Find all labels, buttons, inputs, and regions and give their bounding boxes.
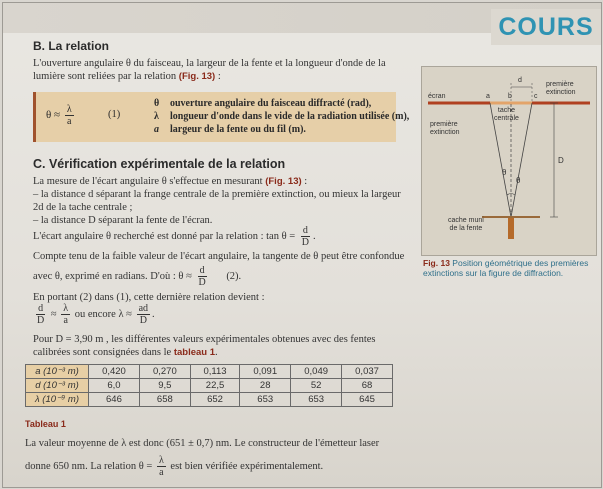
table-row-header: λ (10⁻⁹ m) <box>26 393 89 407</box>
table-cell: 0,049 <box>291 365 342 379</box>
section-b-title: B. La relation <box>33 39 110 53</box>
section-b-line2: lumière sont reliées par la relation (Fig. 13) : <box>33 71 221 82</box>
legend-theta: θ ouverture angulaire du faisceau diffracté (rad), <box>154 98 372 109</box>
legend-a: a largeur de la fente ou du fil (m). <box>154 124 306 135</box>
label-premiere-extinction-left: première extinction <box>430 121 460 136</box>
formula-main: θ ≈ $\frac{\lambda}{a}$ <box>46 104 72 127</box>
section-b-line1: L'ouverture angulaire θ du faisceau, la largeur de la fente et la longueur d'onde de la <box>33 58 386 69</box>
table-row-header: a (10⁻³ m) <box>26 365 89 379</box>
table-row-header: d (10⁻³ m) <box>26 379 89 393</box>
label-d: d <box>518 77 522 84</box>
conclusion-line2: donne 650 nm. La relation θ = $\frac{\lambda}{a}$ est bien vérifiée expérimentalement. <box>25 455 324 478</box>
table-cell: 646 <box>89 393 140 407</box>
figure-13 <box>421 66 597 256</box>
table-cell: 52 <box>291 379 342 393</box>
label-D: D <box>558 156 564 165</box>
section-c-line11: calibrées sont consignées dans le tableau 1. <box>33 347 218 358</box>
section-c-line7: avec θ, exprimé en radians. D'où : θ ≈ $\frac{d}{D}$ (2). <box>33 265 242 288</box>
section-c-title: C. Vérification expérimentale de la relation <box>33 157 286 171</box>
section-c-line5: L'écart angulaire θ recherché est donné par la relation : tan θ = $\frac{d}{D}$ . <box>33 225 316 248</box>
section-c-line6: Compte tenu de la faible valeur de l'écart angulaire, la tangente de θ peut être confondue <box>33 251 405 262</box>
formula-legend <box>154 97 409 136</box>
table-cell: 0,113 <box>190 365 239 379</box>
section-c-line1: La mesure de l'écart angulaire θ s'effectue en mesurant (Fig. 13) : <box>33 176 308 187</box>
label-premiere-extinction-top: première extinction <box>546 81 576 96</box>
table-cell: 0,270 <box>139 365 190 379</box>
textbook-page <box>2 2 602 488</box>
table-cell: 652 <box>190 393 239 407</box>
label-point-c: c <box>534 93 538 100</box>
label-point-b: b <box>508 93 512 100</box>
label-tache-centrale: tache centrale <box>494 107 519 122</box>
slit-cache <box>508 217 514 239</box>
table-cell: 0,091 <box>240 365 291 379</box>
table-cell: 0,420 <box>89 365 140 379</box>
table-cell: 653 <box>291 393 342 407</box>
label-ecran: écran <box>428 93 446 100</box>
cours-tab <box>491 9 601 45</box>
table-cell: 653 <box>240 393 291 407</box>
table-cell: 645 <box>342 393 393 407</box>
section-c-line3: 2d de la tache centrale ; <box>33 202 133 213</box>
table-cell: 68 <box>342 379 393 393</box>
section-c-line4: – la distance D séparant la fente de l'écran. <box>33 215 213 226</box>
formula-number: (1) <box>108 109 121 120</box>
figure-caption: Fig. 13 Position géométrique des premières extinctions sur la figure de diffraction. <box>423 258 589 278</box>
table-cell: 9,5 <box>139 379 190 393</box>
label-theta-1: θ <box>502 168 507 177</box>
data-table <box>25 364 393 407</box>
table-cell: 658 <box>139 393 190 407</box>
table-cell: 0,037 <box>342 365 393 379</box>
page-title: COURS <box>498 12 594 41</box>
conclusion-line1: La valeur moyenne de λ est donc (651 ± 0,7) nm. Le constructeur de l'émetteur laser <box>25 438 380 449</box>
table-caption: Tableau 1 <box>25 419 66 429</box>
table-row <box>26 393 393 407</box>
legend-lambda: λ longueur d'onde dans le vide de la radiation utilisée (m), <box>154 111 410 122</box>
table-cell: 6,0 <box>89 379 140 393</box>
section-c-line9: $\frac{d}{D}$ ≈ $\frac{\lambda}{a}$ ou encore λ ≈ $\frac{ad}{D}$ . <box>37 303 155 326</box>
formula-box <box>33 92 410 142</box>
section-c-line2: – la distance d séparant la frange centrale de la première extinction, ou mieux la largeur <box>33 189 401 200</box>
table-cell: 22,5 <box>190 379 239 393</box>
label-theta-2: θ <box>516 176 521 185</box>
table-cell: 28 <box>240 379 291 393</box>
table-row <box>26 365 393 379</box>
section-c-line8: En portant (2) dans (1), cette dernière relation devient : <box>33 292 265 303</box>
section-c-line10: Pour D = 3,90 m , les différentes valeurs expérimentales obtenues avec des fentes <box>33 334 376 345</box>
label-point-a: a <box>486 93 490 100</box>
table-row <box>26 379 393 393</box>
label-cache: cache muni de la fente <box>448 217 484 232</box>
